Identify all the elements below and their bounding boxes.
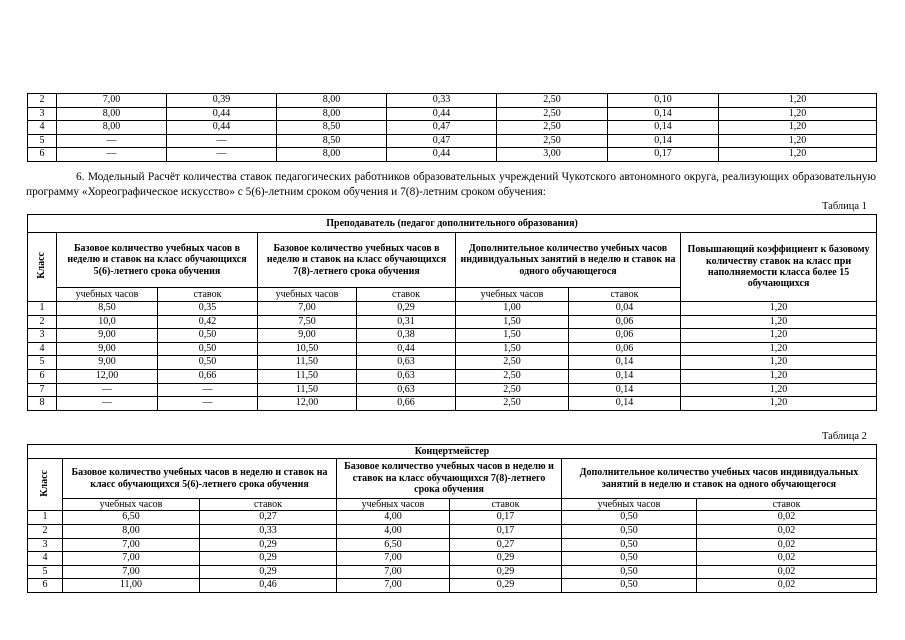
table1-header-individual: Дополнительное количество учебных часов индивидуальных занятий в неделю и ставок на одного обучающегося [456,233,681,288]
value-cell: 0,44 [357,342,456,356]
value-cell: 7,00 [337,565,450,579]
table-row [28,94,877,108]
value-cell: 2,50 [497,94,608,108]
class-number-cell: 5 [28,565,63,579]
table2-title: Концертмейстер [28,445,877,459]
value-cell: 1,20 [719,134,877,148]
table2-sub-rates: ставок [450,499,562,511]
value-cell: 0,29 [200,538,337,552]
value-cell: 0,50 [158,342,258,356]
value-cell: 0,42 [158,315,258,329]
value-cell: 0,47 [387,134,497,148]
value-cell: 8,00 [277,107,387,121]
value-cell: 1,20 [681,397,877,411]
value-cell: 0,50 [562,511,697,525]
value-cell: 0,14 [608,107,719,121]
value-cell: 7,00 [63,552,200,566]
value-cell: 0,10 [608,94,719,108]
value-cell: 12,00 [258,397,357,411]
value-cell: 4,00 [337,525,450,539]
value-cell: 1,00 [456,302,569,316]
table-row [28,579,877,593]
table2-sub-hours: учебных часов [562,499,697,511]
value-cell: 0,50 [158,329,258,343]
value-cell: 0,29 [450,565,562,579]
value-cell: 0,66 [357,397,456,411]
table-row [28,511,877,525]
value-cell: 0,27 [450,538,562,552]
value-cell: 8,50 [57,302,158,316]
value-cell: — [57,134,167,148]
value-cell: 0,47 [387,121,497,135]
value-cell: 0,29 [200,552,337,566]
value-cell: 0,44 [387,148,497,162]
table-row [28,525,877,539]
value-cell: 0,29 [357,302,456,316]
table1-sub-rates: ставок [158,288,258,302]
class-number-cell: 5 [28,134,57,148]
value-cell: 0,02 [697,579,877,593]
value-cell: — [167,148,277,162]
class-number-cell: 6 [28,148,57,162]
value-cell: 0,50 [562,565,697,579]
value-cell: 1,20 [681,369,877,383]
section-paragraph: 6. Модельный Расчёт количества ставок педагогических работников образовательных учреждений Чукотского автономного округа, реализующих образовательную программу «Хореографическое искусство» с 5(6)-летним сроком обучения и 7(8)-летним сроком обучения: [26,171,876,198]
table2-sub-hours: учебных часов [337,499,450,511]
class-number-cell: 6 [28,369,57,383]
value-cell: 0,50 [562,538,697,552]
table1 [27,214,877,411]
value-cell: 1,20 [719,148,877,162]
value-cell: — [158,383,258,397]
top-table [27,93,877,162]
table-row [28,121,877,135]
value-cell: 1,20 [681,383,877,397]
value-cell: 9,00 [57,342,158,356]
value-cell: 0,44 [167,121,277,135]
table2-header-individual: Дополнительное количество учебных часов индивидуальных занятий в неделю и ставок на одного обучающегося [562,459,877,499]
class-number-cell: 6 [28,579,63,593]
value-cell: — [158,397,258,411]
class-number-cell: 1 [28,511,63,525]
value-cell: 8,00 [277,94,387,108]
table2-sub-rates: ставок [200,499,337,511]
class-number-cell: 8 [28,397,57,411]
class-number-cell: 4 [28,552,63,566]
value-cell: 7,00 [337,579,450,593]
table-row [28,107,877,121]
value-cell: 0,63 [357,383,456,397]
table1-sub-hours: учебных часов [456,288,569,302]
value-cell: 7,00 [258,302,357,316]
value-cell: 1,20 [681,356,877,370]
table2-class-header: Класс [28,459,63,511]
table-row [28,538,877,552]
value-cell: 0,50 [562,525,697,539]
value-cell: 9,00 [57,356,158,370]
table1-sub-hours: учебных часов [258,288,357,302]
value-cell: 1,20 [719,94,877,108]
value-cell: 0,50 [562,552,697,566]
value-cell: 7,00 [337,552,450,566]
table2-header-7-8-year: Базовое количество учебных часов в неделю и ставок на класс обучающихся 7(8)-летнего срока обучения [337,459,562,499]
value-cell: 0,63 [357,369,456,383]
value-cell: 2,50 [456,356,569,370]
table1-title: Преподаватель (педагог дополнительного образования) [28,215,877,233]
table-row [28,148,877,162]
value-cell: 8,50 [277,134,387,148]
value-cell: 1,50 [456,329,569,343]
value-cell: 3,00 [497,148,608,162]
table-row [28,369,877,383]
value-cell: 2,50 [456,369,569,383]
value-cell: 0,06 [569,315,681,329]
value-cell: 6,50 [63,511,200,525]
value-cell: — [57,397,158,411]
class-number-cell: 5 [28,356,57,370]
table1-sub-hours: учебных часов [57,288,158,302]
table-row [28,315,877,329]
table-row [28,397,877,411]
table-row [28,552,877,566]
class-number-cell: 1 [28,302,57,316]
value-cell: 0,50 [158,356,258,370]
class-number-cell: 3 [28,329,57,343]
value-cell: 8,00 [277,148,387,162]
table1-header-coefficient: Повышающий коэффициент к базовому количеству ставок на класс при наполняемости класса более 15 обучающихся [681,233,877,302]
value-cell: 0,44 [167,107,277,121]
value-cell: 8,50 [277,121,387,135]
value-cell: 0,63 [357,356,456,370]
value-cell: 0,06 [569,342,681,356]
value-cell: 1,20 [719,121,877,135]
value-cell: 0,14 [569,356,681,370]
table1-header-7-8-year: Базовое количество учебных часов в неделю и ставок на класс обучающихся 7(8)-летнего срока обучения [258,233,456,288]
class-number-cell: 3 [28,107,57,121]
value-cell: 0,17 [450,511,562,525]
value-cell: 0,17 [450,525,562,539]
value-cell: 11,50 [258,369,357,383]
value-cell: 0,33 [200,525,337,539]
table-row [28,329,877,343]
table2-header-5-6-year: Базовое количество учебных часов в неделю и ставок на класс обучающихся 5(6)-летнего срока обучения [63,459,337,499]
table-row [28,356,877,370]
table2-body [28,511,877,593]
value-cell: 0,14 [608,121,719,135]
value-cell: 0,02 [697,552,877,566]
class-number-cell: 7 [28,383,57,397]
value-cell: 0,27 [200,511,337,525]
value-cell: 0,50 [562,579,697,593]
value-cell: 12,00 [57,369,158,383]
value-cell: 0,33 [387,94,497,108]
value-cell: 0,14 [569,383,681,397]
top-table-body [28,94,877,162]
class-number-cell: 4 [28,121,57,135]
value-cell: 7,00 [63,565,200,579]
table-row [28,134,877,148]
value-cell: — [167,134,277,148]
value-cell: 2,50 [497,121,608,135]
value-cell: 1,20 [681,342,877,356]
value-cell: 10,0 [57,315,158,329]
table-row [28,383,877,397]
value-cell: 1,20 [719,107,877,121]
value-cell: 0,02 [697,525,877,539]
value-cell: 0,14 [569,397,681,411]
value-cell: 9,00 [258,329,357,343]
value-cell: 8,00 [57,107,167,121]
value-cell: 0,29 [200,565,337,579]
value-cell: — [57,383,158,397]
value-cell: 0,38 [357,329,456,343]
table1-body [28,302,877,411]
table2-caption: Таблица 2 [822,431,867,442]
value-cell: 0,06 [569,329,681,343]
value-cell: 0,44 [387,107,497,121]
value-cell: 11,00 [63,579,200,593]
value-cell: 2,50 [456,397,569,411]
value-cell: 7,00 [57,94,167,108]
value-cell: 0,66 [158,369,258,383]
value-cell: 4,00 [337,511,450,525]
table2-sub-rates: ставок [697,499,877,511]
value-cell: 0,17 [608,148,719,162]
class-number-cell: 4 [28,342,57,356]
value-cell: 0,04 [569,302,681,316]
value-cell: 10,50 [258,342,357,356]
value-cell: 0,35 [158,302,258,316]
table-row [28,342,877,356]
value-cell: 8,00 [63,525,200,539]
value-cell: 0,14 [569,369,681,383]
class-number-cell: 2 [28,525,63,539]
value-cell: 1,20 [681,329,877,343]
table2 [27,444,877,593]
table1-sub-rates: ставок [569,288,681,302]
value-cell: 7,50 [258,315,357,329]
table1-sub-rates: ставок [357,288,456,302]
value-cell: 0,29 [450,552,562,566]
value-cell: 0,39 [167,94,277,108]
value-cell: — [57,148,167,162]
value-cell: 7,00 [63,538,200,552]
value-cell: 8,00 [57,121,167,135]
value-cell: 1,20 [681,315,877,329]
value-cell: 0,29 [450,579,562,593]
value-cell: 0,02 [697,538,877,552]
value-cell: 1,20 [681,302,877,316]
value-cell: 0,31 [357,315,456,329]
value-cell: 1,50 [456,315,569,329]
value-cell: 2,50 [456,383,569,397]
value-cell: 2,50 [497,107,608,121]
value-cell: 11,50 [258,383,357,397]
value-cell: 0,02 [697,511,877,525]
table-row [28,565,877,579]
table2-sub-hours: учебных часов [63,499,200,511]
value-cell: 6,50 [337,538,450,552]
table1-header-5-6-year: Базовое количество учебных часов в неделю и ставок на класс обучающихся 5(6)-летнего срока обучения [57,233,258,288]
value-cell: 0,02 [697,565,877,579]
class-number-cell: 3 [28,538,63,552]
class-number-cell: 2 [28,94,57,108]
value-cell: 0,46 [200,579,337,593]
table-row [28,302,877,316]
value-cell: 11,50 [258,356,357,370]
table1-class-header: Класс [28,233,57,302]
value-cell: 0,14 [608,134,719,148]
table1-caption: Таблица 1 [822,201,867,212]
value-cell: 9,00 [57,329,158,343]
value-cell: 2,50 [497,134,608,148]
value-cell: 1,50 [456,342,569,356]
class-number-cell: 2 [28,315,57,329]
